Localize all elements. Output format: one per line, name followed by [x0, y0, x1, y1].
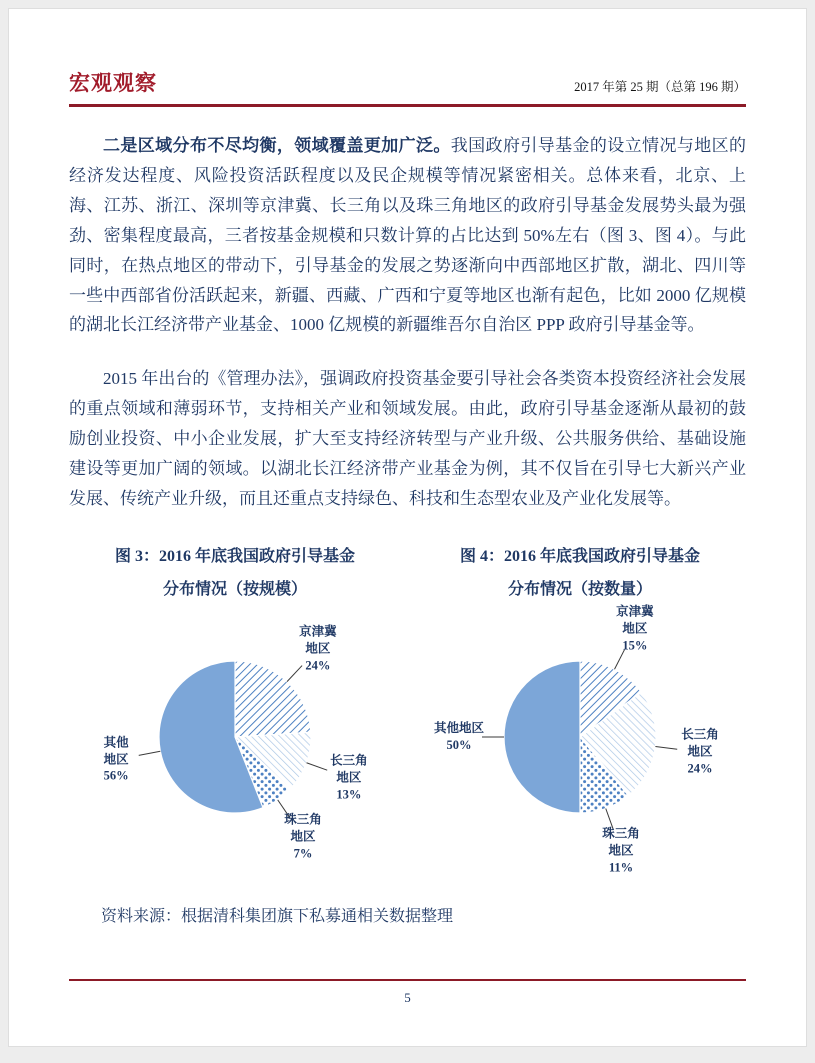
page-number: 5 [404, 990, 411, 1005]
figure-3-title-line1: 图 3：2016 年底我国政府引导基金 [114, 547, 355, 565]
pie-label-京津冀地区: 京津冀 地区 15% [616, 604, 654, 653]
pie-label-珠三角地区: 珠三角 地区 11% [602, 826, 640, 875]
figure-4 [414, 540, 746, 877]
pie-chart-by-scale [69, 611, 401, 877]
leader-line [139, 751, 161, 755]
pie-chart-by-count [414, 604, 746, 877]
pie-label-长三角地区: 长三角 地区 13% [330, 753, 368, 802]
figure-3 [69, 540, 401, 877]
figure-3-title-line2: 分布情况（按规模） [162, 581, 307, 599]
page-footer [69, 979, 746, 1006]
page-header [69, 67, 746, 107]
pie-label-其他地区: 其他 地区 56% [103, 735, 129, 784]
document-page [8, 8, 807, 1047]
pie-label-其他地区: 其他地区 50% [433, 721, 485, 753]
paragraph-1-body: 我国政府引导基金的设立情况与地区的经济发达程度、风险投资活跃程度以及民企规模等情况紧密相关。总体来看，北京、上海、江苏、浙江、深圳等京津冀、长三角以及珠三角地区的政府引导基金发展势头最为强劲、密集程度最高，三者按基金规模和只数计算的占比达到 50%左右（图 3、图 4）。与此同时，在热点地区的带动下，引导基金的发展之势逐渐向中西部地区扩散，湖北、四川等一些中西部省份活跃起来，新疆、西藏、广西和宁夏等地区也渐有起色，比如 2000 亿规模的湖北长江经济带产业基金、1000 亿规模的新疆维吾尔自治区 PPP 政府引导基金等。 [69, 136, 747, 335]
paragraph-1-lead: 二是区域分布不尽均衡，领域覆盖更加广泛。 [103, 136, 451, 155]
paragraph-1 [69, 131, 746, 340]
pie-label-京津冀地区: 京津冀 地区 24% [299, 624, 337, 673]
figure-4-title [414, 540, 746, 607]
page-content [69, 131, 746, 926]
publication-title: 宏观观察 [69, 71, 157, 95]
figure-4-title-line2: 分布情况（按数量） [507, 581, 652, 599]
leader-line [655, 747, 677, 750]
pie-label-珠三角地区: 珠三角 地区 7% [284, 812, 322, 861]
pie-slice-其他地区 [504, 661, 580, 813]
charts-row [69, 540, 746, 877]
leader-line [307, 763, 328, 770]
issue-info: 2017 年第 25 期（总第 196 期） [574, 80, 746, 94]
pie-label-长三角地区: 长三角 地区 24% [681, 727, 719, 776]
figure-3-title [69, 540, 401, 607]
source-note: 资料来源：根据清科集团旗下私募通相关数据整理 [101, 908, 454, 926]
figure-4-title-line1: 图 4：2016 年底我国政府引导基金 [459, 547, 700, 565]
paragraph-2: 2015 年出台的《管理办法》，强调政府投资基金要引导社会各类资本投资经济社会发展的重点领域和薄弱环节，支持相关产业和领域发展。由此，政府引导基金逐渐从最初的鼓励创业投资、中小企业发展，扩大至支持经济转型与产业升级、公共服务供给、基础设施建设等更加广阔的领域。以湖北长江经济带产业基金为例，其不仅旨在引导七大新兴产业发展、传统产业升级，而且还重点支持绿色、科技和生态型农业及产业化发展等。 [69, 369, 746, 508]
